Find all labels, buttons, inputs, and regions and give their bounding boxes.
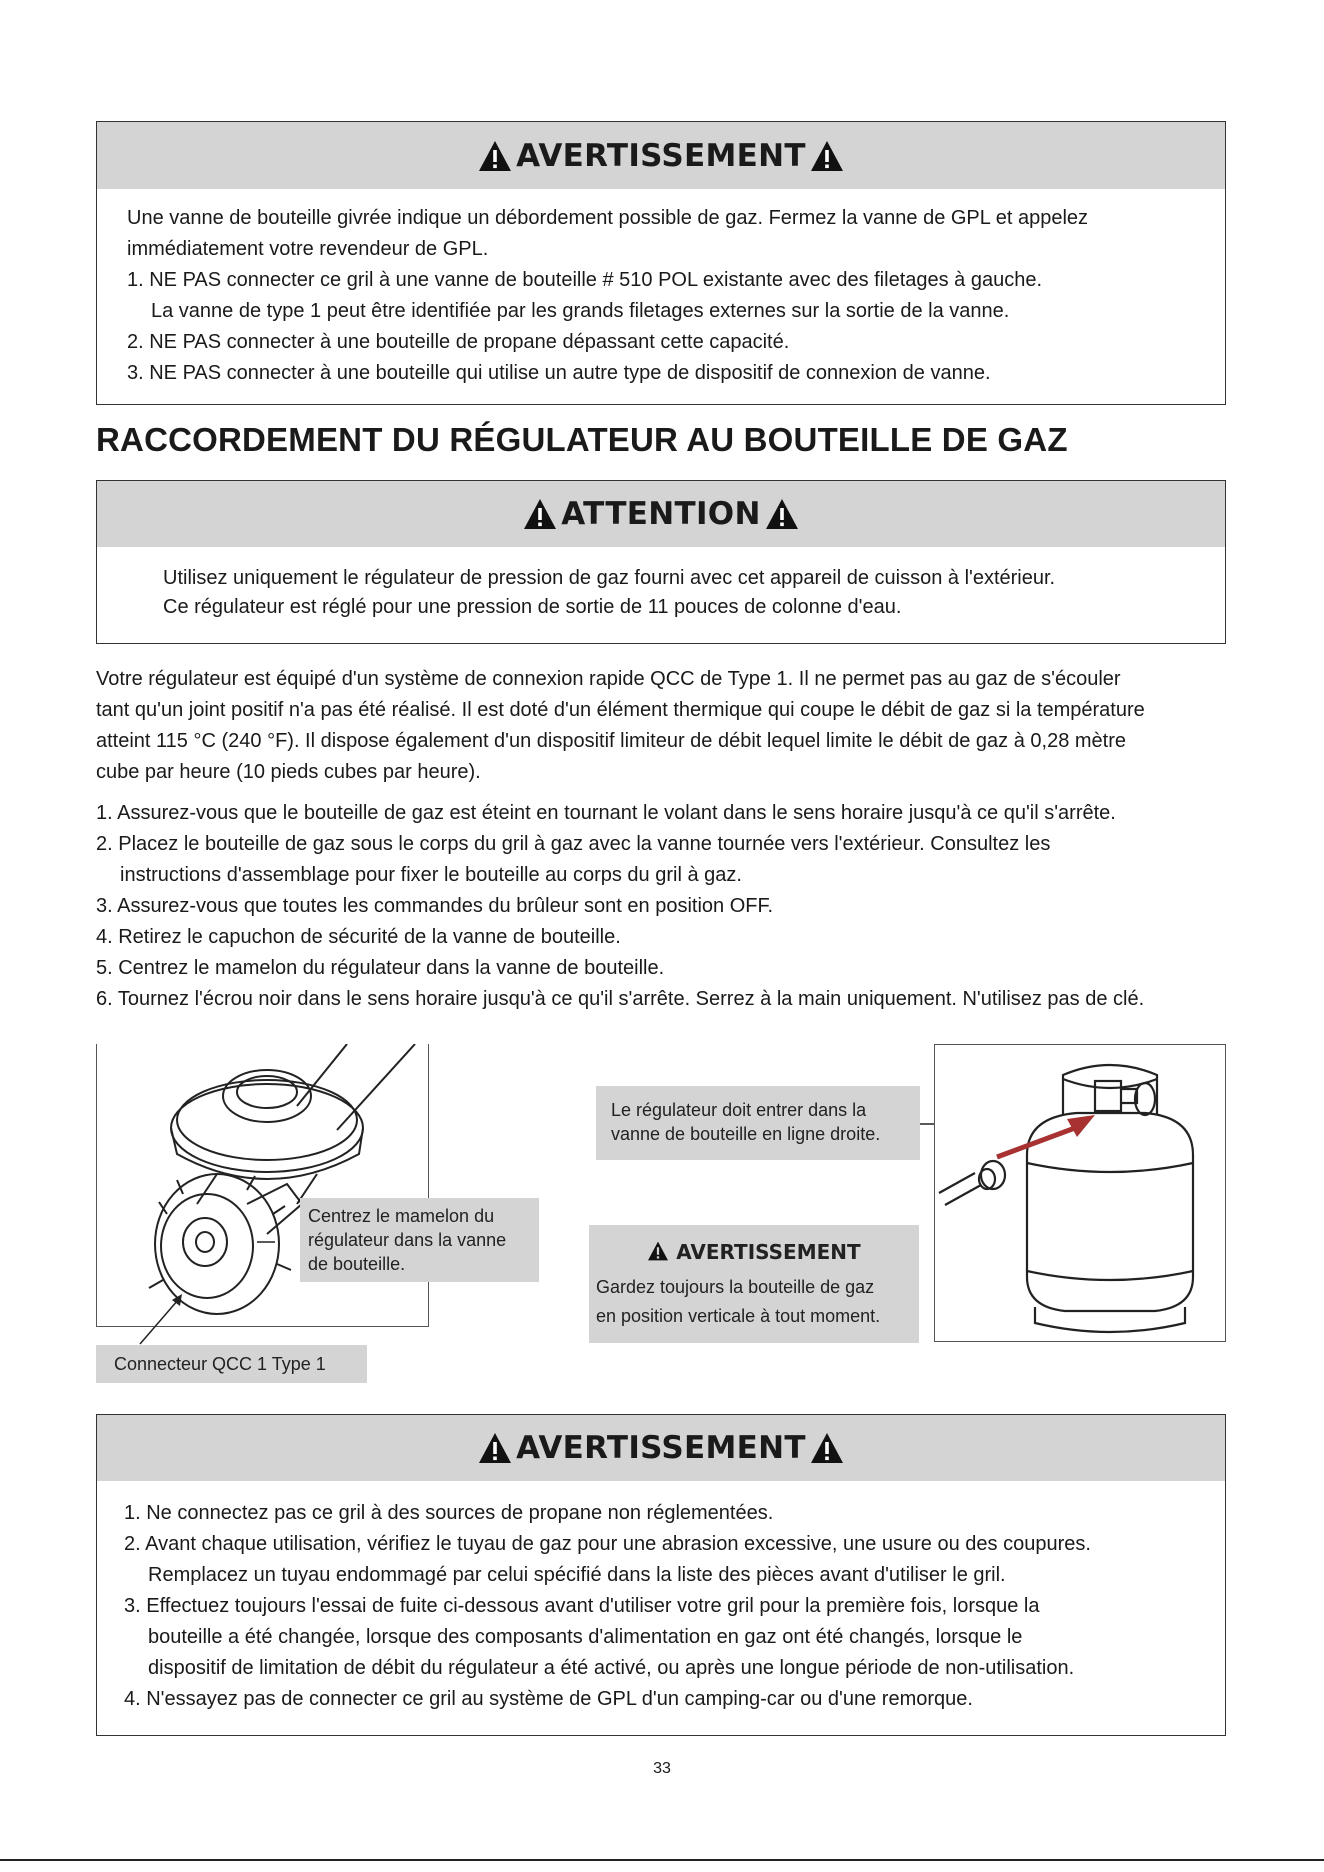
step-item: 1. Assurez-vous que le bouteille de gaz est éteint en tournant le volant dans le sens horaire jusqu'à ce qu'il s'arrête.	[96, 802, 1116, 824]
attention-body	[97, 547, 1225, 622]
attention-text: Ce régulateur est réglé pour une pression de sortie de 11 pouces de colonne d'eau.	[163, 596, 902, 618]
warning-icon	[765, 498, 799, 530]
upright-warning-title: AVERTISSEMENT	[676, 1240, 861, 1264]
qcc-connector-label	[96, 1345, 367, 1383]
step-item: 3. Assurez-vous que toutes les commandes du brûleur sont en position OFF.	[96, 895, 774, 917]
warning-item: 3. NE PAS connecter à une bouteille qui utilise un autre type de dispositif de connexion de vanne.	[127, 362, 991, 384]
warning-icon	[810, 140, 844, 172]
attention-box	[96, 480, 1226, 644]
regulator-illustration-frame	[96, 1044, 429, 1327]
warning-text: immédiatement votre revendeur de GPL.	[127, 238, 489, 260]
propane-tank-illustration	[935, 1045, 1225, 1341]
warning-item-continuation: La vanne de type 1 peut être identifiée par les grands filetages externes sur la sortie de la vanne.	[151, 300, 1010, 322]
label-line: Centrez le mamelon du	[308, 1206, 495, 1226]
attention-text: Utilisez uniquement le régulateur de pression de gaz fourni avec cet appareil de cuisson à l'extérieur.	[163, 567, 1056, 589]
intro-paragraph	[96, 664, 1246, 788]
page-bottom-rule	[0, 1859, 1324, 1861]
step-item: 4. Retirez le capuchon de sécurité de la vanne de bouteille.	[96, 926, 621, 948]
connection-steps	[96, 798, 1256, 1015]
regulator-illustration	[97, 1044, 430, 1327]
warning-item: 2. Avant chaque utilisation, vérifiez le tuyau de gaz pour une abrasion excessive, une usure ou des coupures.	[124, 1533, 1091, 1555]
warning-header	[97, 122, 1225, 189]
paragraph-line: tant qu'un joint positif n'a pas été réalisé. Il est doté d'un élément thermique qui coupe le débit de gaz si la température	[96, 699, 1145, 721]
step-item: 2. Placez le bouteille de gaz sous le corps du gril à gaz avec la vanne tournée vers l'extérieur. Consultez les	[96, 833, 1051, 855]
paragraph-line: Votre régulateur est équipé d'un système de connexion rapide QCC de Type 1. Il ne permet pas au gaz de s'écouler	[96, 668, 1121, 690]
warning-body	[97, 1481, 1225, 1715]
warning-icon	[478, 140, 512, 172]
paragraph-line: cube par heure (10 pieds cubes par heure).	[96, 761, 481, 783]
warning-title: AVERTISSEMENT	[516, 137, 806, 174]
step-item: 6. Tournez l'écrou noir dans le sens horaire jusqu'à ce qu'il s'arrête. Serrez à la main uniquement. N'utilisez pas de clé.	[96, 988, 1145, 1010]
warning-item: 1. NE PAS connecter ce gril à une vanne de bouteille # 510 POL existante avec des filetages à gauche.	[127, 269, 1043, 291]
label-line: Connecteur QCC 1 Type 1	[114, 1354, 326, 1374]
page-number: 33	[653, 1760, 671, 1777]
warning-icon	[810, 1432, 844, 1464]
label-line: Le régulateur doit entrer dans la	[611, 1100, 867, 1120]
step-item-continuation: instructions d'assemblage pour fixer le bouteille au corps du gril à gaz.	[120, 864, 742, 886]
warning-item: 2. NE PAS connecter à une bouteille de propane dépassant cette capacité.	[127, 331, 790, 353]
label-line: de bouteille.	[308, 1254, 406, 1274]
warning-box-propane	[96, 1414, 1226, 1736]
warning-item: 4. N'essayez pas de connecter ce gril au système de GPL d'un camping-car ou d'une remorque.	[124, 1688, 973, 1710]
warning-item-continuation: dispositif de limitation de débit du régulateur a été activé, ou après une longue période de non-utilisation.	[148, 1657, 1075, 1679]
upright-warning-label	[589, 1225, 919, 1343]
step-item: 5. Centrez le mamelon du régulateur dans la vanne de bouteille.	[96, 957, 665, 979]
connector-pointer-arrow	[130, 1288, 190, 1348]
label-line: régulateur dans la vanne	[308, 1230, 507, 1250]
paragraph-line: atteint 115 °C (240 °F). Il dispose également d'un dispositif limiteur de débit lequel limite le débit de gaz à 0,28 mètre	[96, 730, 1127, 752]
warning-text: Une vanne de bouteille givrée indique un débordement possible de gaz. Fermez la vanne de GPL et appelez	[127, 207, 1089, 229]
warning-header	[97, 1415, 1225, 1481]
warning-item: 1. Ne connectez pas ce gril à des sources de propane non réglementées.	[124, 1502, 774, 1524]
label-line: en position verticale à tout moment.	[596, 1306, 881, 1326]
warning-body	[97, 189, 1225, 389]
warning-icon	[647, 1241, 669, 1261]
label-line: Gardez toujours la bouteille de gaz	[596, 1277, 875, 1297]
section-title: RACCORDEMENT DU RÉGULATEUR AU BOUTEILLE DE GAZ	[96, 421, 1068, 458]
label-line: vanne de bouteille en ligne droite.	[611, 1124, 881, 1144]
straight-line-label	[596, 1086, 920, 1160]
warning-icon	[478, 1432, 512, 1464]
warning-item: 3. Effectuez toujours l'essai de fuite ci-dessous avant d'utiliser votre gril pour la première fois, lorsque la	[124, 1595, 1040, 1617]
warning-item-continuation: bouteille a été changée, lorsque des composants d'alimentation en gaz ont été changés, lorsque le	[148, 1626, 1023, 1648]
attention-title: ATTENTION	[561, 496, 761, 532]
upright-warning-header	[596, 1239, 912, 1265]
propane-tank-illustration-frame	[934, 1044, 1226, 1342]
warning-box-frost	[96, 121, 1226, 405]
attention-header	[97, 481, 1225, 547]
warning-item-continuation: Remplacez un tuyau endommagé par celui spécifié dans la liste des pièces avant d'utiliser le gril.	[148, 1564, 1006, 1586]
center-nipple-label	[300, 1198, 539, 1282]
warning-icon	[523, 498, 557, 530]
warning-title: AVERTISSEMENT	[516, 1430, 806, 1466]
